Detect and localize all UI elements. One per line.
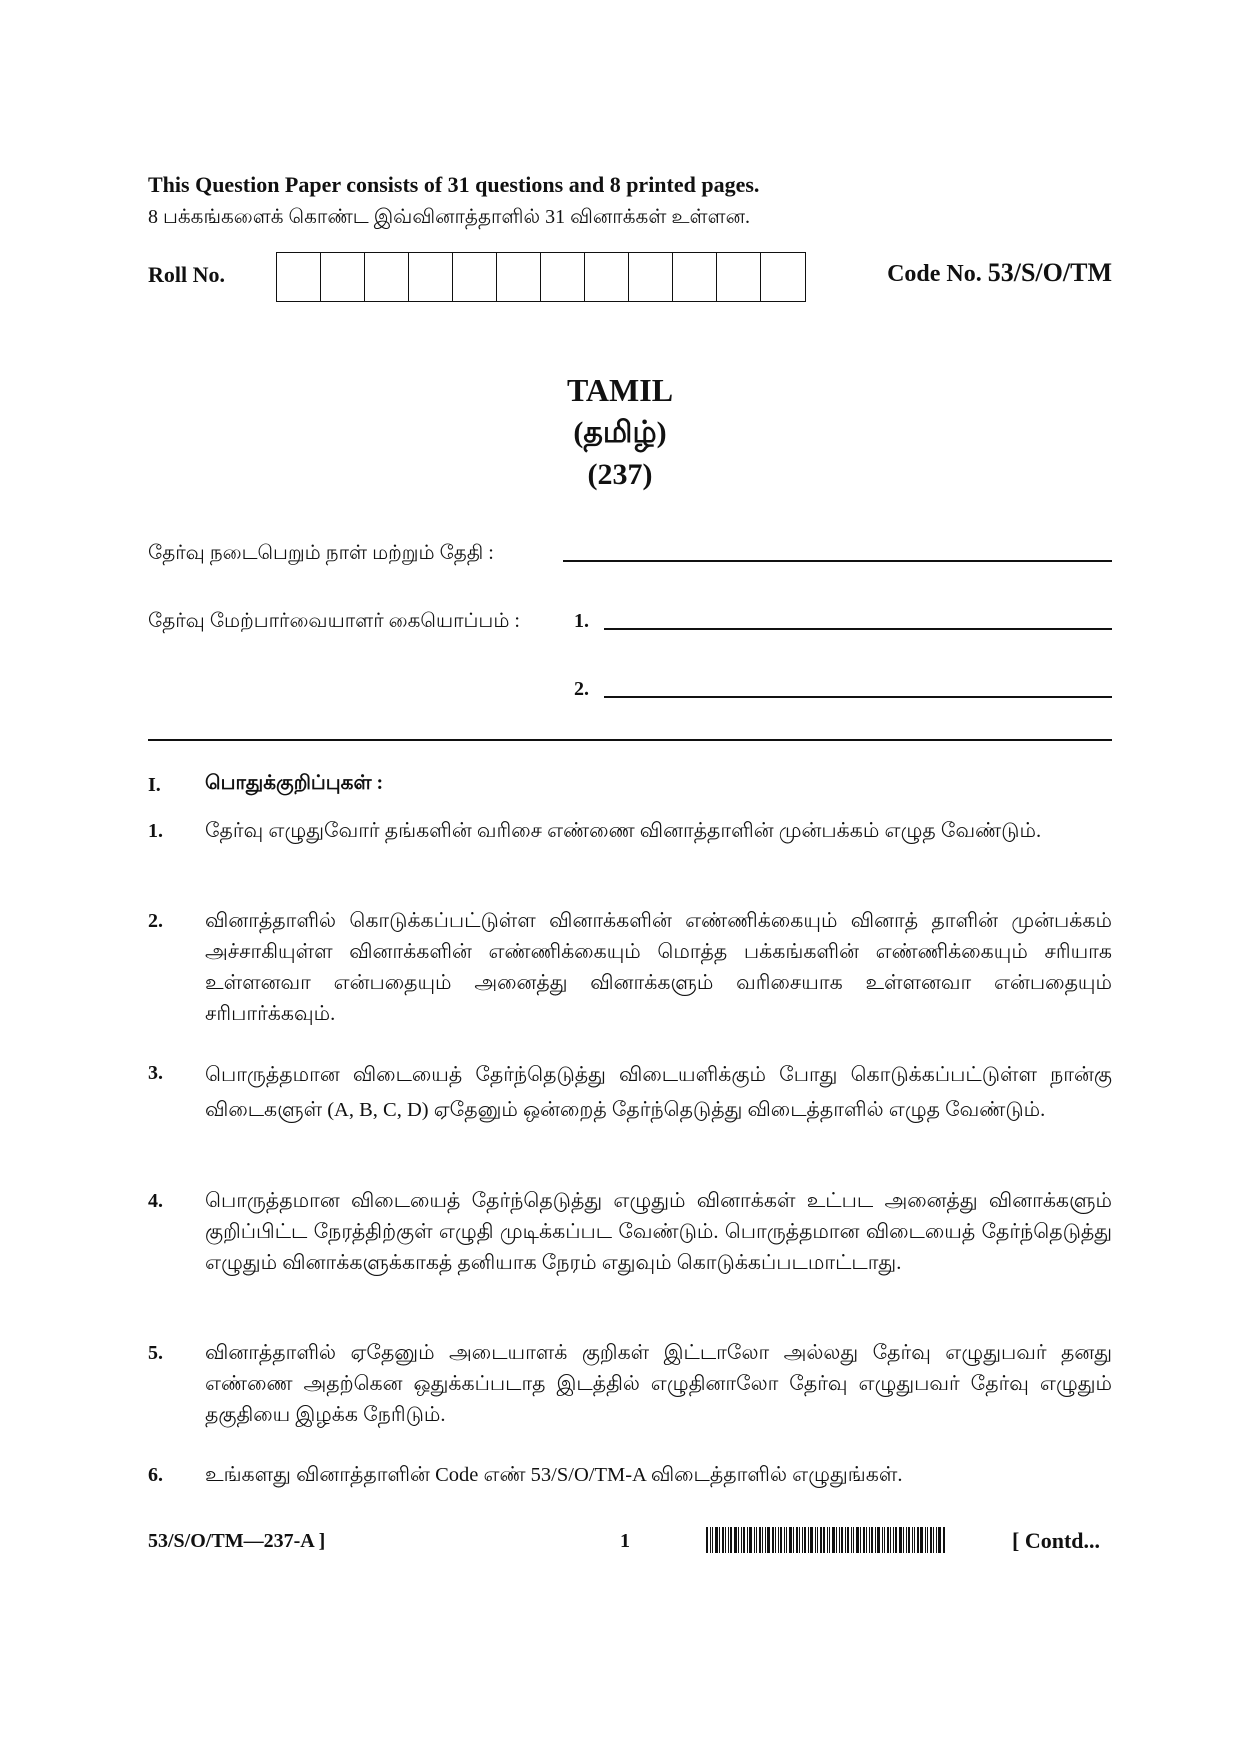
barcode-bar: [845, 1527, 846, 1553]
barcode-bar: [832, 1527, 835, 1553]
code-value: 53/S/O/TM: [987, 258, 1112, 287]
instruction-number: 5.: [148, 1342, 163, 1364]
barcode-bar: [762, 1527, 763, 1553]
barcode-bar: [829, 1527, 830, 1553]
roll-number-box: [717, 253, 761, 301]
barcode-bar: [730, 1527, 732, 1553]
footer-paper-code: 53/S/O/TM—237-A ]: [148, 1530, 326, 1552]
exam-date-line: [563, 560, 1112, 562]
barcode-bar: [804, 1527, 806, 1553]
barcode-bar: [866, 1527, 867, 1553]
section-title: பொதுக்குறிப்புகள் :: [205, 772, 384, 794]
barcode-bar: [741, 1527, 742, 1553]
barcode-bar: [893, 1527, 894, 1553]
barcode-bar: [712, 1527, 713, 1553]
barcode-bar: [747, 1527, 748, 1553]
instruction-number: 1.: [148, 820, 163, 842]
barcode-bar: [906, 1527, 907, 1553]
barcode-bar: [754, 1527, 755, 1553]
roll-number-box: [321, 253, 365, 301]
instruction-number: 4.: [148, 1190, 163, 1212]
barcode-bar: [728, 1527, 729, 1553]
barcode-bar: [827, 1527, 828, 1553]
barcode-bar: [871, 1527, 873, 1553]
barcode-bar: [772, 1527, 774, 1553]
invigilator-signature-label: தேர்வு மேற்பார்வையாளர் கையொப்பம் :: [148, 610, 520, 632]
roll-number-box: [761, 253, 805, 301]
barcode: [706, 1527, 1002, 1553]
roll-number-box: [541, 253, 585, 301]
barcode-bar: [847, 1527, 849, 1553]
roll-number-box: [497, 253, 541, 301]
instruction-number: 6.: [148, 1464, 163, 1486]
barcode-bar: [841, 1527, 843, 1553]
instruction-text: உங்களது வினாத்தாளின் Code எண் 53/S/O/TM-A விடைத்தாளில் எழுதுங்கள்.: [205, 1464, 903, 1486]
instruction-number: 3.: [148, 1062, 163, 1084]
instruction-text: தேர்வு எழுதுவோர் தங்களின் வரிசை எண்ணை வினாத்தாளின் முன்பக்கம் எழுத வேண்டும்.: [205, 820, 1042, 842]
subject-title-english: TAMIL: [566, 372, 674, 408]
page-number: 1: [620, 1530, 630, 1552]
code-number: [887, 258, 1112, 288]
barcode-bar: [802, 1527, 803, 1553]
barcode-bar: [860, 1527, 861, 1553]
subject-title-tamil: (தமிழ்): [573, 416, 667, 449]
signature-1-line: [604, 628, 1112, 630]
signature-2-number: 2.: [574, 678, 589, 700]
instruction-number: 2.: [148, 910, 163, 932]
barcode-bar: [903, 1527, 904, 1553]
barcode-bar: [839, 1527, 840, 1553]
barcode-bar: [710, 1527, 711, 1553]
barcode-bar: [706, 1527, 708, 1553]
roll-number-label: Roll No.: [148, 262, 225, 287]
barcode-bar: [899, 1527, 902, 1553]
barcode-bar: [778, 1527, 779, 1553]
code-label: Code No.: [887, 261, 982, 287]
roll-number-box: [629, 253, 673, 301]
barcode-bar: [820, 1527, 822, 1553]
barcode-bar: [793, 1527, 794, 1553]
barcode-bar: [853, 1527, 854, 1553]
barcode-bar: [775, 1527, 776, 1553]
barcode-bar: [914, 1527, 915, 1553]
barcode-bar: [925, 1527, 926, 1553]
paper-info-tamil: 8 பக்கங்களைக் கொண்ட இவ்வினாத்தாளில் 31 வினாக்கள் உள்ளன.: [148, 206, 750, 228]
instruction-text: பொருத்தமான விடையைத் தேர்ந்தெடுத்து விடையளிக்கும் போது கொடுக்கப்பட்டுள்ள நான்கு விடைகளுள் (A, B, C, D) ஏதேனும் ஒன்றைத் தேர்ந்தெடுத்து விடைத்தாளில் எழுத வேண்டும்.: [205, 1064, 1112, 1121]
barcode-bar: [836, 1527, 837, 1553]
instruction-text: வினாத்தாளில் ஏதேனும் அடையாளக் குறிகள் இட்டாலோ அல்லது தேர்வு எழுதுபவர் தனது எண்ணை அதற்கென ஒதுக்கப்படாத இடத்தில் எழுதினாலோ தேர்வு எழுதுபவர் தேர்வு எழுதும் தகுதியை இழக்க நேரிடும்.: [205, 1342, 1112, 1426]
barcode-bar: [890, 1527, 891, 1553]
barcode-bar: [856, 1527, 859, 1553]
section-number: I.: [148, 774, 161, 796]
barcode-bar: [895, 1527, 897, 1553]
barcode-bar: [765, 1527, 766, 1553]
barcode-bar: [786, 1527, 787, 1553]
barcode-bar: [738, 1527, 739, 1553]
barcode-bar: [863, 1527, 865, 1553]
barcode-bar: [823, 1527, 825, 1553]
barcode-bar: [756, 1527, 757, 1553]
barcode-bar: [719, 1527, 720, 1553]
barcode-bar: [808, 1527, 809, 1553]
exam-date-label: தேர்வு நடைபெறும் நாள் மற்றும் தேதி :: [148, 542, 494, 564]
barcode-bar: [784, 1527, 785, 1553]
barcode-bar: [938, 1527, 941, 1553]
barcode-bar: [749, 1527, 752, 1553]
barcode-bar: [734, 1527, 737, 1553]
barcode-bar: [799, 1527, 800, 1553]
barcode-bar: [715, 1527, 718, 1553]
roll-number-box: [673, 253, 717, 301]
paper-info-english: This Question Paper consists of 31 questions and 8 printed pages.: [148, 172, 760, 197]
barcode-bar: [917, 1527, 919, 1553]
signature-2-line: [604, 696, 1112, 698]
roll-number-box: [365, 253, 409, 301]
barcode-bar: [810, 1527, 813, 1553]
instruction-text: பொருத்தமான விடையைத் தேர்ந்தெடுத்து எழுதும் வினாக்கள் உட்பட அனைத்து வினாக்களும் குறிப்பிட்ட நேரத்திற்குள் எழுதி முடிக்கப்பட வேண்டும். பொருத்தமான விடையைத் தேர்ந்தெடுத்து எழுதும் வினாக்களுக்காகத் தனியாக நேரம் எதுவும் கொடுக்கப்படமாட்டாது.: [205, 1190, 1112, 1274]
barcode-bar: [943, 1527, 945, 1553]
divider: [148, 739, 1112, 741]
barcode-bar: [875, 1527, 876, 1553]
barcode-bar: [796, 1527, 798, 1553]
barcode-bar: [927, 1527, 928, 1553]
subject-code: (237): [587, 458, 653, 491]
barcode-bar: [936, 1527, 937, 1553]
roll-number-box: [453, 253, 497, 301]
barcode-bar: [884, 1527, 885, 1553]
barcode-bar: [743, 1527, 745, 1553]
barcode-bar: [877, 1527, 880, 1553]
barcode-bar: [887, 1527, 889, 1553]
barcode-bar: [759, 1527, 761, 1553]
barcode-bar: [920, 1527, 923, 1553]
barcode-bar: [815, 1527, 816, 1553]
barcode-bar: [767, 1527, 770, 1553]
barcode-bar: [789, 1527, 792, 1553]
barcode-bar: [722, 1527, 724, 1553]
roll-number-box: [585, 253, 629, 301]
barcode-bar: [869, 1527, 870, 1553]
barcode-bar: [882, 1527, 883, 1553]
instruction-text: வினாத்தாளில் கொடுக்கப்பட்டுள்ள வினாக்களின் எண்ணிக்கையும் வினாத் தாளின் முன்பக்கம் அச்சாகியுள்ள வினாக்களின் எண்ணிக்கையும் மொத்த பக்கங்களின் எண்ணிக்கையும் சரியாக உள்ளனவா என்பதையும் அனைத்து வினாக்களும் வரிசையாக உள்ளனவா என்பதையும் சரிபார்க்கவும்.: [205, 910, 1112, 1025]
roll-number-box: [409, 253, 453, 301]
barcode-bar: [780, 1527, 782, 1553]
barcode-bar: [817, 1527, 818, 1553]
barcode-bar: [851, 1527, 852, 1553]
barcode-bar: [933, 1527, 934, 1553]
continued-label: [ Contd...: [1012, 1528, 1101, 1553]
roll-number-box: [277, 253, 321, 301]
barcode-bar: [930, 1527, 932, 1553]
barcode-bar: [912, 1527, 913, 1553]
barcode-bar: [725, 1527, 726, 1553]
signature-1-number: 1.: [574, 610, 589, 632]
roll-number-boxes: [276, 252, 806, 302]
barcode-bar: [908, 1527, 910, 1553]
